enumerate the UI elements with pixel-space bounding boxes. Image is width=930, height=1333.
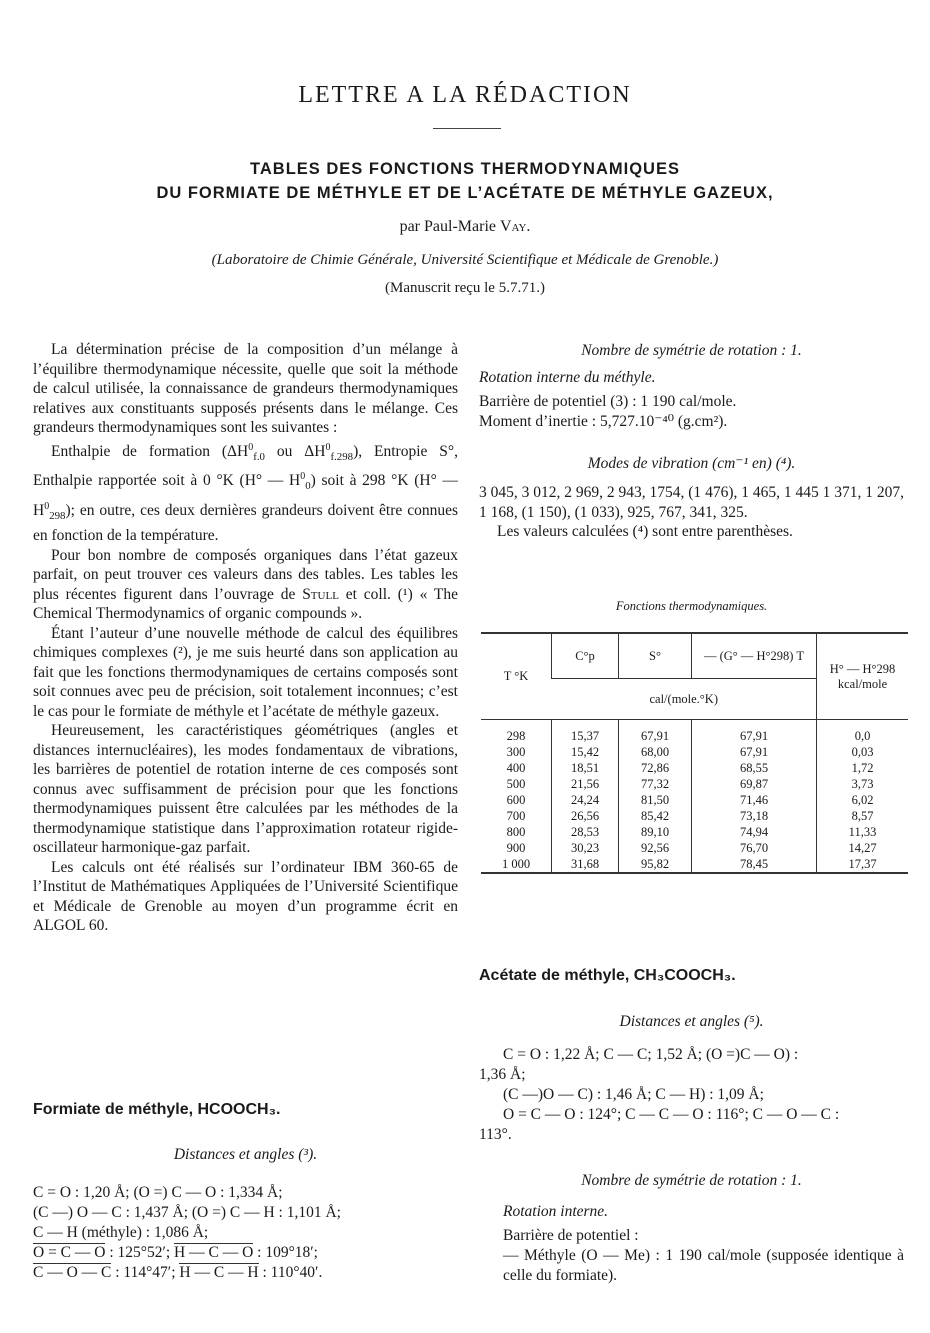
cell-s: 95,82 bbox=[619, 856, 692, 873]
formiate-geometry bbox=[33, 1183, 458, 1283]
internal-rotation-heading: Rotation interne du méthyle. bbox=[479, 369, 656, 386]
formiate-distance-line: (C —) O — C : 1,437 Å; (O =) C — H : 1,101 Å; bbox=[33, 1204, 341, 1221]
cell-cp: 15,37 bbox=[552, 720, 619, 745]
cell-h: 6,02 bbox=[817, 792, 909, 808]
paragraph-tables: Pour bon nombre de composés organiques dans l’état gazeux parfait, on peut trouver ces valeurs dans des tables. Les tables les plus récentes figurent dans l’ouvrage de Stull et coll. (¹) « The Chemical Thermodynamics of organic compounds ». bbox=[33, 546, 458, 623]
cell-cp: 15,42 bbox=[552, 744, 619, 760]
cell-s: 89,10 bbox=[619, 824, 692, 840]
table-row bbox=[481, 824, 908, 840]
table-row bbox=[481, 840, 908, 856]
cell-g: 76,70 bbox=[692, 840, 817, 856]
section-rubric: LETTRE A LA RÉDACTION bbox=[298, 82, 632, 108]
cell-s: 81,50 bbox=[619, 792, 692, 808]
left-column bbox=[33, 340, 458, 936]
paragraph-computation: Les calculs ont été réalisés sur l’ordinateur IBM 360-65 de l’Institut de Mathématiques Appliquées de l’Université Scientifique et Médicale de Grenoble au moyen d’un programme écrit en ALGOL 60. bbox=[33, 858, 458, 935]
vibration-modes-list: 3 045, 3 012, 2 969, 2 943, 1754, (1 476), 1 465, 1 445 1 371, 1 207, 1 168, (1 150), (1 033), 925, 767, 341, 325. bbox=[479, 484, 904, 521]
paragraph-geometry: Heureusement, les caractéristiques géométriques (angles et distances internucléaires), les modes fondamentaux de vibrations, les barrières de potentiel de rotation interne de ces composés sont connus avec suffisamment de précision pour que les fonctions thermodynamiques puissent être calculées par les méthodes de la thermodynamique statistique dans l’approximation rotateur rigide-oscillateur harmonique-gaz parfait. bbox=[33, 722, 458, 857]
symmetry-number-2: Nombre de symétrie de rotation : 1. bbox=[581, 1172, 802, 1189]
cell-cp: 30,23 bbox=[552, 840, 619, 856]
cell-s: 77,32 bbox=[619, 776, 692, 792]
cell-h: 0,0 bbox=[817, 720, 909, 745]
article-title-line-2: DU FORMIATE DE MÉTHYLE ET DE L’ACÉTATE DE MÉTHYLE GAZEUX, bbox=[156, 184, 774, 202]
cell-cp: 24,24 bbox=[552, 792, 619, 808]
cell-g: 68,55 bbox=[692, 760, 817, 776]
right-column-top bbox=[479, 342, 904, 542]
cell-t: 500 bbox=[506, 777, 526, 791]
cell-h: 11,33 bbox=[817, 824, 909, 840]
header-entropy: S° bbox=[619, 633, 692, 679]
cell-h: 8,57 bbox=[817, 808, 909, 824]
table-row bbox=[481, 776, 908, 792]
cell-t: 400 bbox=[506, 761, 526, 775]
header-cp: C°p bbox=[552, 633, 619, 679]
cell-s: 72,86 bbox=[619, 760, 692, 776]
table-row bbox=[481, 856, 908, 873]
cell-t: 900 bbox=[506, 841, 526, 855]
cell-g: 69,87 bbox=[692, 776, 817, 792]
methyl-barrier: — Méthyle (O — Me) : 1 190 cal/mole (supposée identique à celle du formiate). bbox=[503, 1247, 904, 1284]
table-row bbox=[481, 792, 908, 808]
cell-t: 700 bbox=[506, 809, 526, 823]
header-temperature: T °K bbox=[503, 669, 529, 683]
cell-h: 1,72 bbox=[817, 760, 909, 776]
cell-t: 300 bbox=[506, 745, 526, 759]
cell-g: 67,91 bbox=[692, 744, 817, 760]
formiate-heading: Formiate de méthyle, HCOOCH₃. bbox=[33, 1101, 281, 1118]
table-row bbox=[481, 720, 908, 745]
cell-cp: 26,56 bbox=[552, 808, 619, 824]
acetate-angle-line: O = C — O : 124°; C — C — O : 116°; C — O — C : bbox=[503, 1106, 840, 1123]
formiate-angle-line: O = C — O : 125°52′; H — C — O : 109°18′; bbox=[33, 1244, 318, 1261]
acetate-heading: Acétate de méthyle, CH₃COOCH₃. bbox=[479, 967, 736, 984]
cell-g: 73,18 bbox=[692, 808, 817, 824]
formiate-subheading: Distances et angles (³). bbox=[173, 1146, 318, 1163]
acetate-distance-line: 1,36 Å; bbox=[479, 1066, 526, 1083]
acetate-angle-line: 113°. bbox=[479, 1126, 512, 1143]
internal-rotation-heading-2: Rotation interne. bbox=[503, 1203, 609, 1220]
cell-s: 92,56 bbox=[619, 840, 692, 856]
formiate-angle-line: C — O — C : 114°47′; H — C — H : 110°40′. bbox=[33, 1264, 323, 1281]
cell-cp: 21,56 bbox=[552, 776, 619, 792]
paragraph-method: Étant l’auteur d’une nouvelle méthode de calcul des équilibres chimiques complexes (²), je me suis heurté dans son application au fait que les fonctions thermodynamiques de certains composés sont soit connues avec peu de précision, soit totalement inconnues; c’est le cas pour le formiate de méthyle et l’acétate de méthyle gazeux. bbox=[33, 624, 458, 720]
table-row bbox=[481, 808, 908, 824]
cell-t: 800 bbox=[506, 825, 526, 839]
calculated-values-note: Les valeurs calculées (⁴) sont entre parenthèses. bbox=[497, 523, 793, 540]
manuscript-date: (Manuscrit reçu le 5.7.71.) bbox=[385, 280, 545, 296]
acetate-distance-line: C = O : 1,22 Å; C — C; 1,52 Å; (O =)C — O) : bbox=[503, 1046, 799, 1063]
symmetry-number-1: Nombre de symétrie de rotation : 1. bbox=[581, 342, 802, 359]
cell-cp: 28,53 bbox=[552, 824, 619, 840]
potential-barrier-2: Barrière de potentiel : bbox=[503, 1227, 639, 1244]
table-row bbox=[481, 760, 908, 776]
thermo-table bbox=[481, 632, 908, 874]
cell-g: 67,91 bbox=[692, 720, 817, 745]
header-units: cal/(mole.°K) bbox=[552, 679, 817, 720]
header-enthalpy-label: H° — H°298 bbox=[829, 661, 896, 676]
header-enthalpy-unit: kcal/mole bbox=[837, 676, 888, 691]
author-prefix: par Paul-Marie bbox=[399, 218, 500, 235]
author-suffix: . bbox=[526, 218, 531, 235]
cell-cp: 31,68 bbox=[552, 856, 619, 873]
cell-g: 71,46 bbox=[692, 792, 817, 808]
header-enthalpy bbox=[817, 633, 909, 720]
formiate-distance-line: C — H (méthyle) : 1,086 Å; bbox=[33, 1224, 209, 1241]
header-free-energy: — (G° — H°298) T bbox=[692, 633, 817, 679]
acetate-subheading: Distances et angles (⁵). bbox=[619, 1013, 764, 1030]
vibration-modes-heading: Modes de vibration (cm⁻¹ en) (⁴). bbox=[587, 455, 796, 472]
formiate-distance-line: C = O : 1,20 Å; (O =) C — O : 1,334 Å; bbox=[33, 1184, 283, 1201]
moment-of-inertia: Moment d’inertie : 5,727.10⁻⁴⁰ (g.cm²). bbox=[479, 413, 728, 430]
author-surname: Vay bbox=[499, 218, 527, 235]
cell-h: 17,37 bbox=[817, 856, 909, 873]
cell-t: 298 bbox=[506, 729, 526, 743]
potential-barrier-1: Barrière de potentiel (3) : 1 190 cal/mole. bbox=[479, 393, 737, 410]
cell-cp: 18,51 bbox=[552, 760, 619, 776]
author-line bbox=[0, 218, 930, 236]
article-title-line-1: TABLES DES FONCTIONS THERMODYNAMIQUES bbox=[250, 160, 680, 178]
laboratory-affiliation: (Laboratoire de Chimie Générale, Université Scientifique et Médicale de Grenoble.) bbox=[211, 252, 719, 268]
header-divider bbox=[433, 128, 501, 129]
paragraph-quantities: Enthalpie de formation ($\Delta H^0_{f.0}$ ou $\Delta H^0_{f.298}$), Entropie S°, Enthalpie rapportée soit à 0 °K (H° — $H^0_0$) soit à 298 °K (H° — $H^0_{298}$); en outre, ces deux dernières grandeurs doivent être connues en fonction de la température. bbox=[33, 441, 458, 545]
cell-t: 600 bbox=[506, 793, 526, 807]
cell-g: 78,45 bbox=[692, 856, 817, 873]
right-column-bottom bbox=[479, 1172, 904, 1285]
cell-h: 0,03 bbox=[817, 744, 909, 760]
cell-t: 1 000 bbox=[501, 857, 531, 871]
cell-s: 85,42 bbox=[619, 808, 692, 824]
cell-s: 67,91 bbox=[619, 720, 692, 745]
cell-s: 68,00 bbox=[619, 744, 692, 760]
table-caption: Fonctions thermodynamiques. bbox=[615, 599, 768, 613]
cell-g: 74,94 bbox=[692, 824, 817, 840]
acetate-geometry bbox=[479, 1045, 904, 1145]
acetate-distance-line: (C —)O — C) : 1,46 Å; C — H) : 1,09 Å; bbox=[503, 1086, 764, 1103]
cell-h: 14,27 bbox=[817, 840, 909, 856]
table-row bbox=[481, 744, 908, 760]
cell-h: 3,73 bbox=[817, 776, 909, 792]
paragraph-intro: La détermination précise de la composition d’un mélange à l’équilibre thermodynamique nécessite, quelle que soit la méthode de calcul utilisée, la connaissance de grandeurs thermodynamiques relatives aux constituants supposés présents dans le mélange. Ces grandeurs thermodynamiques sont les suivantes : bbox=[33, 341, 458, 436]
